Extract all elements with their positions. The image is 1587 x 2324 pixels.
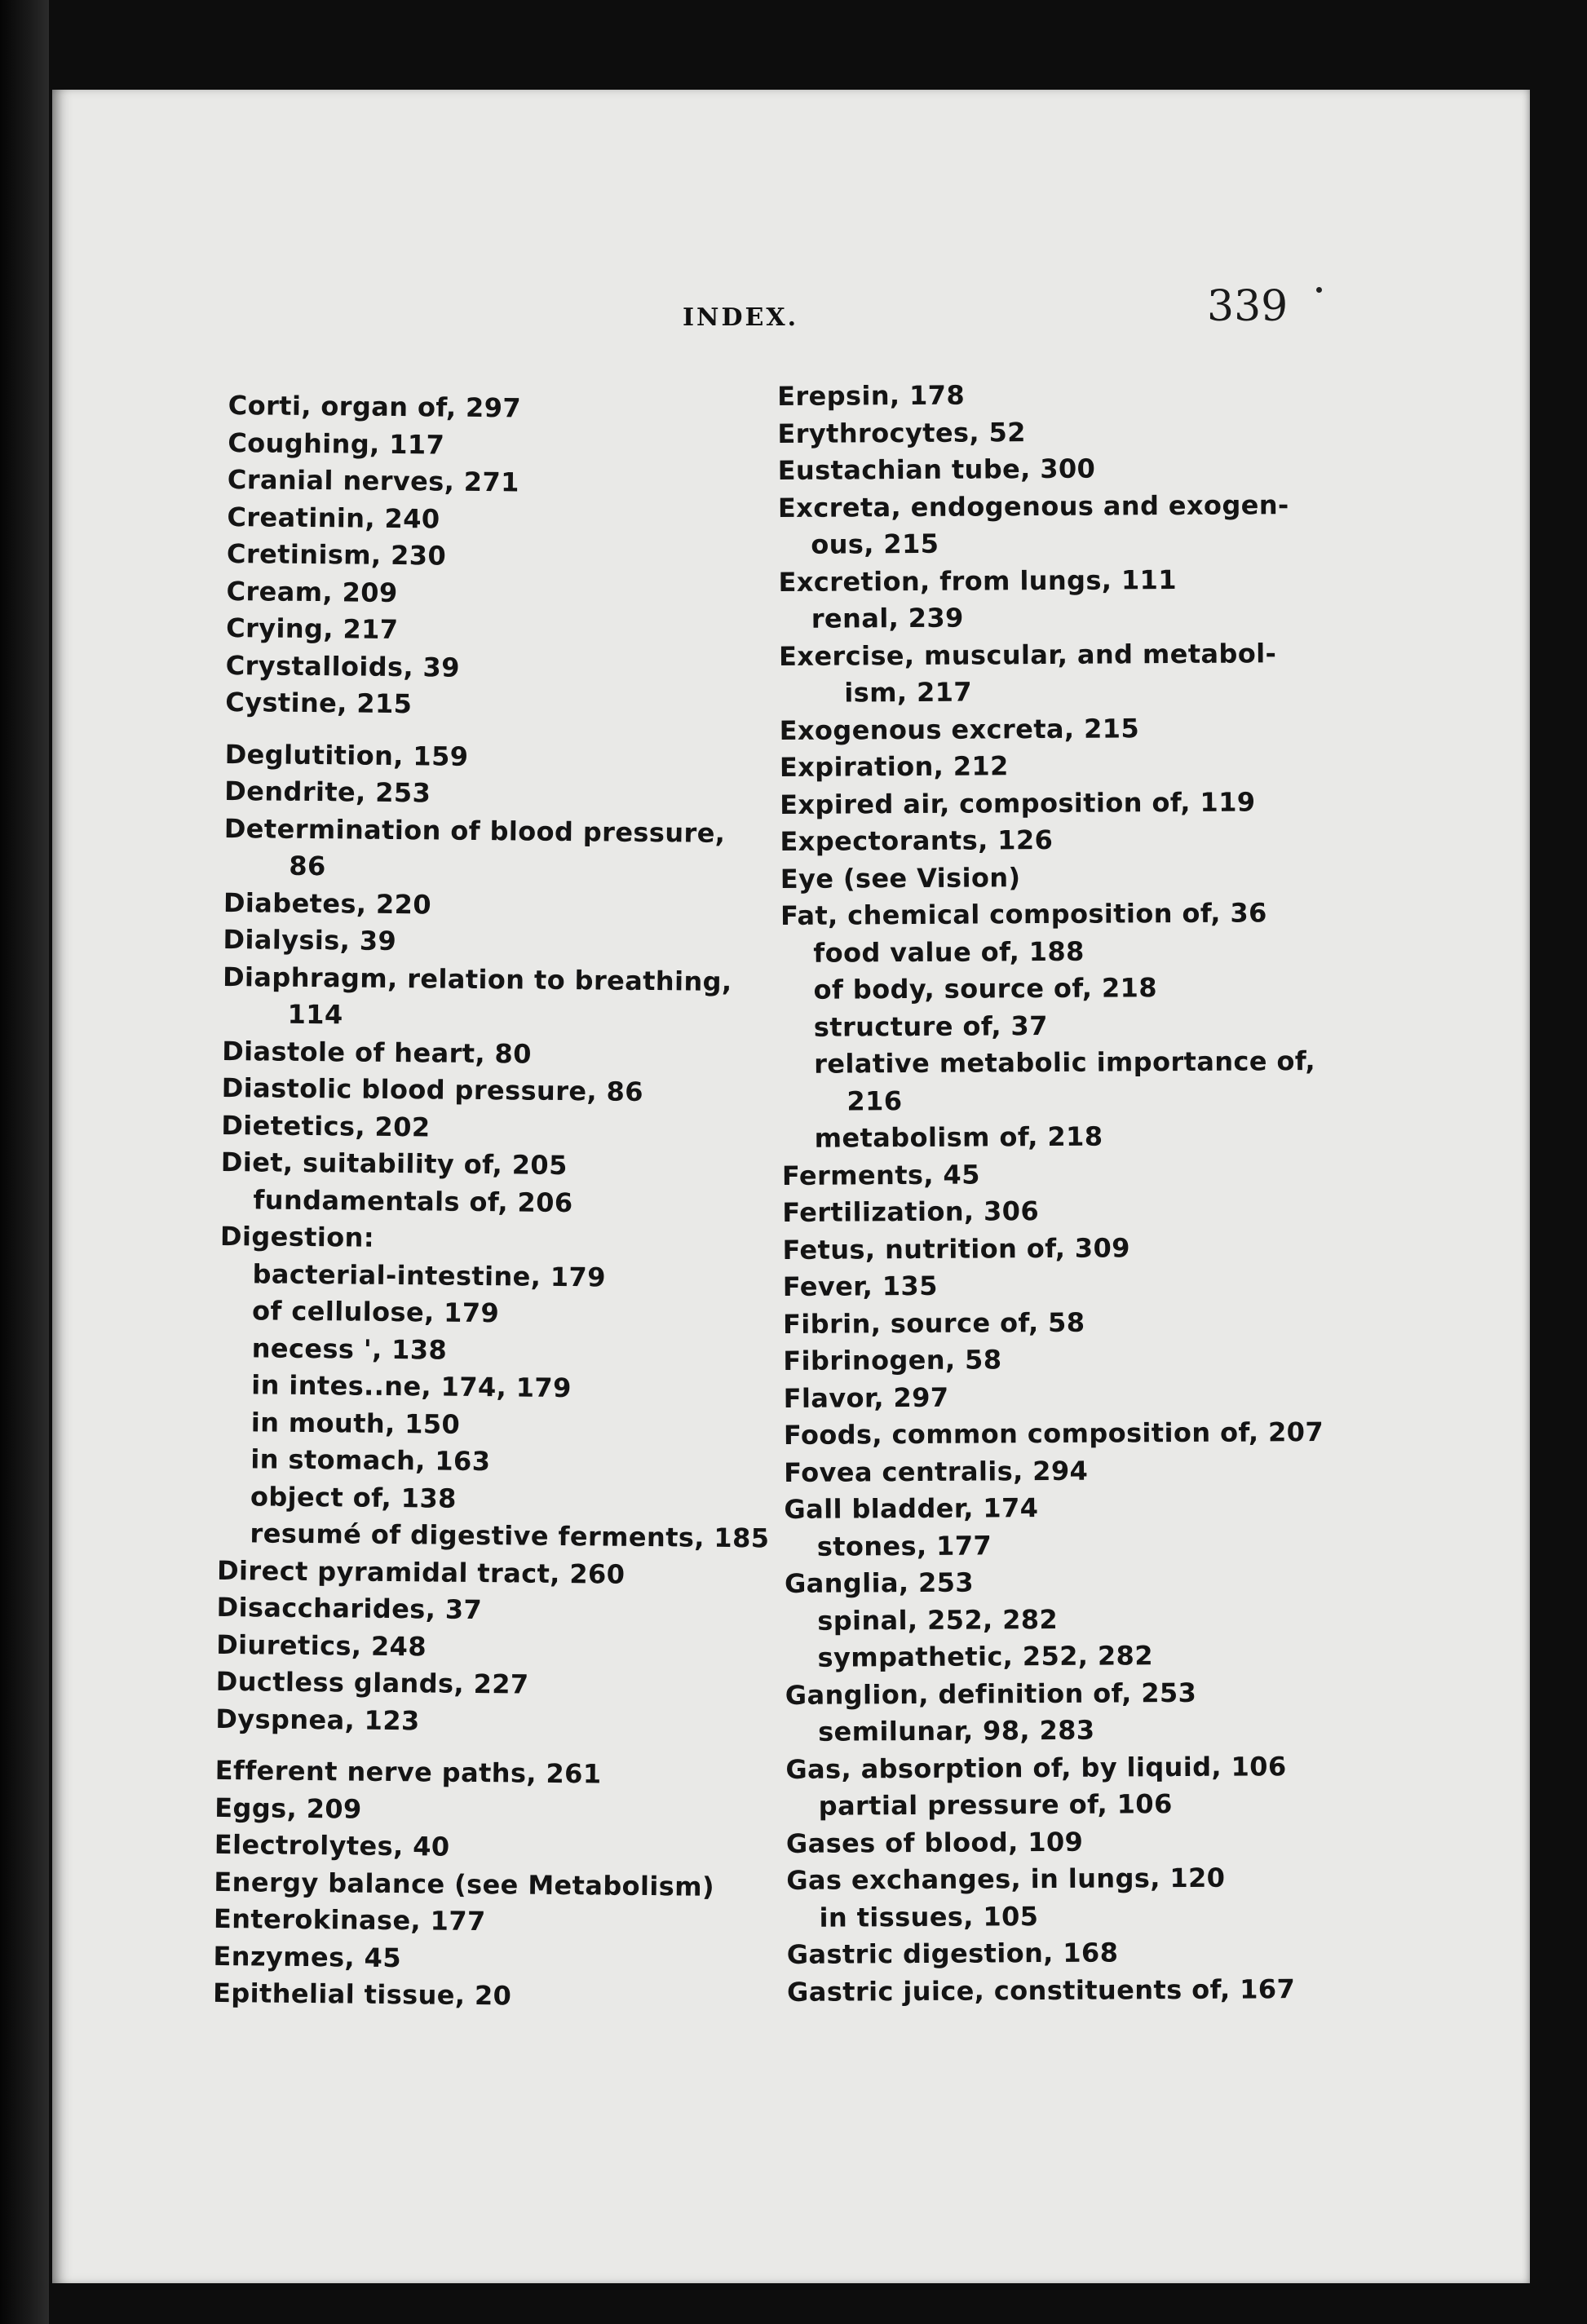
index-entry: Exogenous excreta, 215 — [779, 712, 1140, 746]
index-entry: Expectorants, 126 — [780, 824, 1054, 857]
index-entry: Coughing, 117 — [228, 426, 445, 461]
index-entry: metabolism of, 218 — [814, 1120, 1103, 1154]
index-entry: 216 — [847, 1085, 903, 1116]
index-entry: Corti, organ of, 297 — [228, 389, 522, 424]
index-entry: partial pressure of, 106 — [818, 1788, 1173, 1822]
index-entry: spinal, 252, 282 — [817, 1603, 1059, 1637]
index-entry: Excretion, from lungs, 111 — [778, 563, 1178, 598]
page-number: 339 — [1207, 282, 1289, 331]
index-entry: Diet, suitability of, 205 — [220, 1146, 568, 1182]
index-entry: Gall bladder, 174 — [784, 1492, 1039, 1525]
index-entry: Expiration, 212 — [779, 750, 1009, 783]
index-entry: Diastolic blood pressure, 86 — [221, 1071, 644, 1107]
ink-speck — [1316, 287, 1322, 293]
index-entry: structure of, 37 — [813, 1010, 1048, 1043]
index-entry: Disaccharides, 37 — [216, 1591, 483, 1626]
index-column-left — [213, 387, 780, 2017]
index-entry: Diastole of heart, 80 — [222, 1035, 533, 1070]
index-entry: Electrolytes, 40 — [214, 1828, 450, 1862]
index-entry: sympathetic, 252, 282 — [817, 1640, 1154, 1673]
index-entry: Digestion: — [219, 1220, 375, 1253]
index-entry: fundamentals of, 206 — [253, 1183, 573, 1218]
index-entry: Dietetics, 202 — [221, 1109, 431, 1142]
index-entry: Gases of blood, 109 — [785, 1826, 1084, 1859]
index-entry: Gas exchanges, in lungs, 120 — [786, 1862, 1226, 1896]
book-spine-shadow — [0, 0, 49, 2324]
index-entry: Gastric juice, constituents of, 167 — [786, 1973, 1296, 2008]
index-entry: Dyspnea, 123 — [215, 1703, 420, 1736]
index-entry: Eggs, 209 — [214, 1792, 362, 1825]
index-entry: Fibrinogen, 58 — [783, 1344, 1002, 1376]
index-entry: Cranial nerves, 271 — [227, 463, 519, 498]
index-entry: of cellulose, 179 — [251, 1295, 500, 1329]
index-entry: Diuretics, 248 — [216, 1628, 427, 1662]
index-entry: Dendrite, 253 — [224, 775, 431, 809]
index-column-right — [777, 375, 1327, 2011]
index-entry: Crying, 217 — [225, 612, 399, 646]
index-entry: Enzymes, 45 — [213, 1940, 402, 1973]
index-entry: Ductless glands, 227 — [215, 1665, 529, 1700]
index-entry: Eye (see Vision) — [780, 861, 1021, 895]
index-entry: 114 — [287, 998, 343, 1031]
index-entry: 86 — [289, 850, 326, 882]
index-entry: Energy balance (see Metabolism) — [214, 1866, 715, 1902]
index-entry: renal, 239 — [811, 602, 964, 634]
index-entry: Ferments, 45 — [781, 1158, 980, 1191]
index-entry: Gas, absorption of, by liquid, 106 — [785, 1750, 1287, 1785]
index-entry: ism, 217 — [844, 676, 973, 709]
index-entry: stones, 177 — [816, 1529, 992, 1562]
index-entry: necess ', 138 — [251, 1332, 448, 1366]
index-entry: Enterokinase, 177 — [213, 1902, 486, 1937]
index-entry: Erepsin, 178 — [777, 379, 966, 412]
index-entry: object of, 138 — [250, 1480, 457, 1514]
index-entry: Deglutition, 159 — [224, 738, 469, 772]
index-entry: Exercise, muscular, and metabol- — [778, 637, 1277, 672]
index-entry: in intes..ne, 174, 179 — [251, 1369, 572, 1404]
index-entry: Dialysis, 39 — [223, 923, 397, 957]
index-entry: Gastric digestion, 168 — [786, 1937, 1119, 1970]
index-entry: Epithelial tissue, 20 — [212, 1977, 512, 2012]
index-entry: Fovea centralis, 294 — [784, 1455, 1089, 1488]
index-entry: bacterial-intestine, 179 — [252, 1257, 607, 1292]
index-entry: Efferent nerve paths, 261 — [214, 1754, 602, 1790]
index-entry: Direct pyramidal tract, 260 — [216, 1554, 626, 1590]
index-entry: Fat, chemical composition of, 36 — [780, 897, 1267, 931]
index-entry: Fertilization, 306 — [782, 1195, 1040, 1228]
index-entry: food value of, 188 — [813, 935, 1085, 969]
index-entry: relative metabolic importance of, — [814, 1045, 1316, 1080]
index-entry: Cystine, 215 — [225, 686, 413, 720]
index-entry: Fetus, nutrition of, 309 — [782, 1231, 1130, 1266]
page-header-title: INDEX. — [683, 303, 799, 332]
index-entry: Excreta, endogenous and exogen- — [777, 488, 1289, 524]
index-entry: of body, source of, 218 — [813, 972, 1158, 1005]
index-entry: Cretinism, 230 — [226, 537, 447, 572]
index-entry: semilunar, 98, 283 — [818, 1714, 1095, 1747]
index-entry: Erythrocytes, 52 — [777, 416, 1026, 449]
index-entry: in stomach, 163 — [250, 1443, 491, 1478]
index-entry: in mouth, 150 — [250, 1406, 461, 1440]
index-entry: Fever, 135 — [782, 1270, 938, 1302]
index-entry: Flavor, 297 — [783, 1381, 949, 1414]
index-entry: Ganglia, 253 — [784, 1566, 975, 1599]
index-entry: Diabetes, 220 — [223, 886, 432, 920]
index-entry: in tissues, 105 — [819, 1900, 1039, 1933]
index-entry: resumé of digestive ferments, 185 — [250, 1518, 770, 1554]
index-entry: Foods, common composition of, 207 — [783, 1416, 1324, 1451]
index-entry: Ganglion, definition of, 253 — [785, 1677, 1197, 1711]
index-entry: Diaphragm, relation to breathing, — [222, 961, 732, 997]
index-entry: Determination of blood pressure, — [223, 812, 726, 849]
index-entry: ous, 215 — [811, 528, 939, 560]
index-entry: Crystalloids, 39 — [225, 649, 461, 683]
index-entry: Fibrin, source of, 58 — [782, 1306, 1085, 1340]
index-entry: Creatinin, 240 — [227, 501, 440, 534]
index-entry: Expired air, composition of, 119 — [780, 785, 1256, 820]
index-entry: Eustachian tube, 300 — [777, 453, 1096, 486]
index-entry: Cream, 209 — [226, 575, 398, 608]
